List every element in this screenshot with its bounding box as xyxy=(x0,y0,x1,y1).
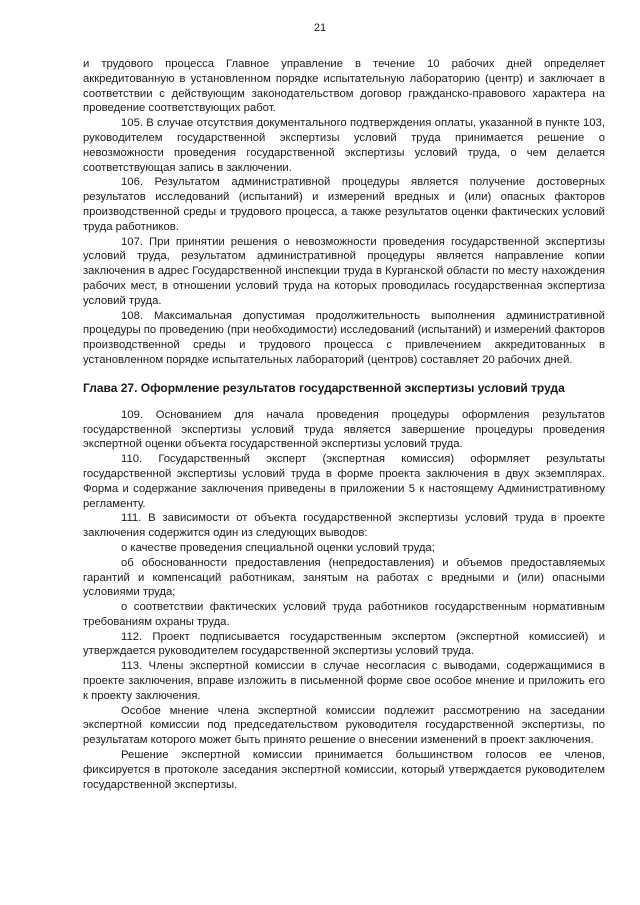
paragraph: 105. В случае отсутствия документального подтверждения оплаты, указанной в пункте 103, руководителем государственной экспертизы условий труда принимается решение о невозможности проведения государственной экспертизы условий труда, о чем делается соответствующая запись в заключении. xyxy=(83,117,605,174)
paragraph: о качестве проведения специальной оценки условий труда; xyxy=(121,541,435,554)
paragraph: Особое мнение члена экспертной комиссии подлежит рассмотрению на заседании экспертной комиссии под председательством руководителя государственной экспертизы, по результатам которого может быть принято решение о внесении изменений в проект заключения. xyxy=(83,704,605,747)
paragraph: 112. Проект подписывается государственным экспертом (экспертной комиссией) и утверждается руководителем государственной экспертизы условий труда. xyxy=(83,630,605,658)
paragraph: и трудового процесса Главное управление в течение 10 рабочих дней определяет аккредитованную в установленном порядке испытательную лабораторию (центр) и заключает в соответствии с действующим законодательством договор гражданско-правового характера на проведение соответствующих работ. xyxy=(83,58,605,115)
paragraph: об обоснованности предоставления (непредоставления) и объемов предоставляемых гарантий и компенсаций работникам, занятым на работах с вредными и (или) опасными условиями труда; xyxy=(83,556,605,599)
paragraph: 109. Основанием для начала проведения процедуры оформления результатов государственной экспертизы условий труда является завершение процедуры проведения экспертной оценки объекта государственной экспертизы условий труда. xyxy=(83,408,605,451)
paragraph: 107. При принятии решения о невозможности проведения государственной экспертизы условий труда, результатом административной процедуры является направление копии заключения в адрес Государственной инспекции труда в Курганской области по месту нахождения рабочих мест, в отношении условий труда на которых проводилась государственная экспертиза условий труда. xyxy=(83,235,605,307)
chapter-heading: Глава 27. Оформление результатов государственной экспертизы условий труда xyxy=(83,380,565,395)
paragraphs-before-chapter xyxy=(83,57,605,368)
paragraph: 106. Результатом административной процедуры является получение достоверных результатов исследований (испытаний) и измерений вредных и (или) опасных факторов производственной среды и трудового процесса, а также результатов оценки фактических условий труда работников. xyxy=(83,176,605,233)
page-number: 21 xyxy=(313,22,327,34)
document-body xyxy=(83,57,605,792)
paragraph: о соответствии фактических условий труда работников государственным нормативным требованиям охраны труда. xyxy=(83,601,605,628)
paragraph: 110. Государственный эксперт (экспертная комиссия) оформляет результаты государственной экспертизы условий труда в форме проекта заключения в двух экземплярах. Форма и содержание заключения приведены в приложении 5 к настоящему Административному регламенту. xyxy=(83,453,605,510)
paragraphs-after-chapter xyxy=(83,408,605,793)
paragraph: 113. Члены экспертной комиссии в случае несогласия с выводами, содержащимися в проекте заключения, вправе изложить в письменной форме свое особое мнение и приложить его к проекту заключения. xyxy=(83,660,605,702)
paragraph: 111. В зависимости от объекта государственной экспертизы условий труда в проекте заключения содержится один из следующих выводов: xyxy=(83,512,605,540)
paragraph: 108. Максимальная допустимая продолжительность выполнения административной процедуры по проведению (при необходимости) исследований (испытаний) и измерений факторов производственной среды и трудового процесса с привлечением аккредитованных в установленном порядке испытательных лабораторий (центров) составляет 20 рабочих дней. xyxy=(83,309,605,366)
paragraph: Решение экспертной комиссии принимается большинством голосов ее членов, фиксируется в протоколе заседания экспертной комиссии, который утверждается руководителем государственной экспертизы. xyxy=(83,749,605,791)
